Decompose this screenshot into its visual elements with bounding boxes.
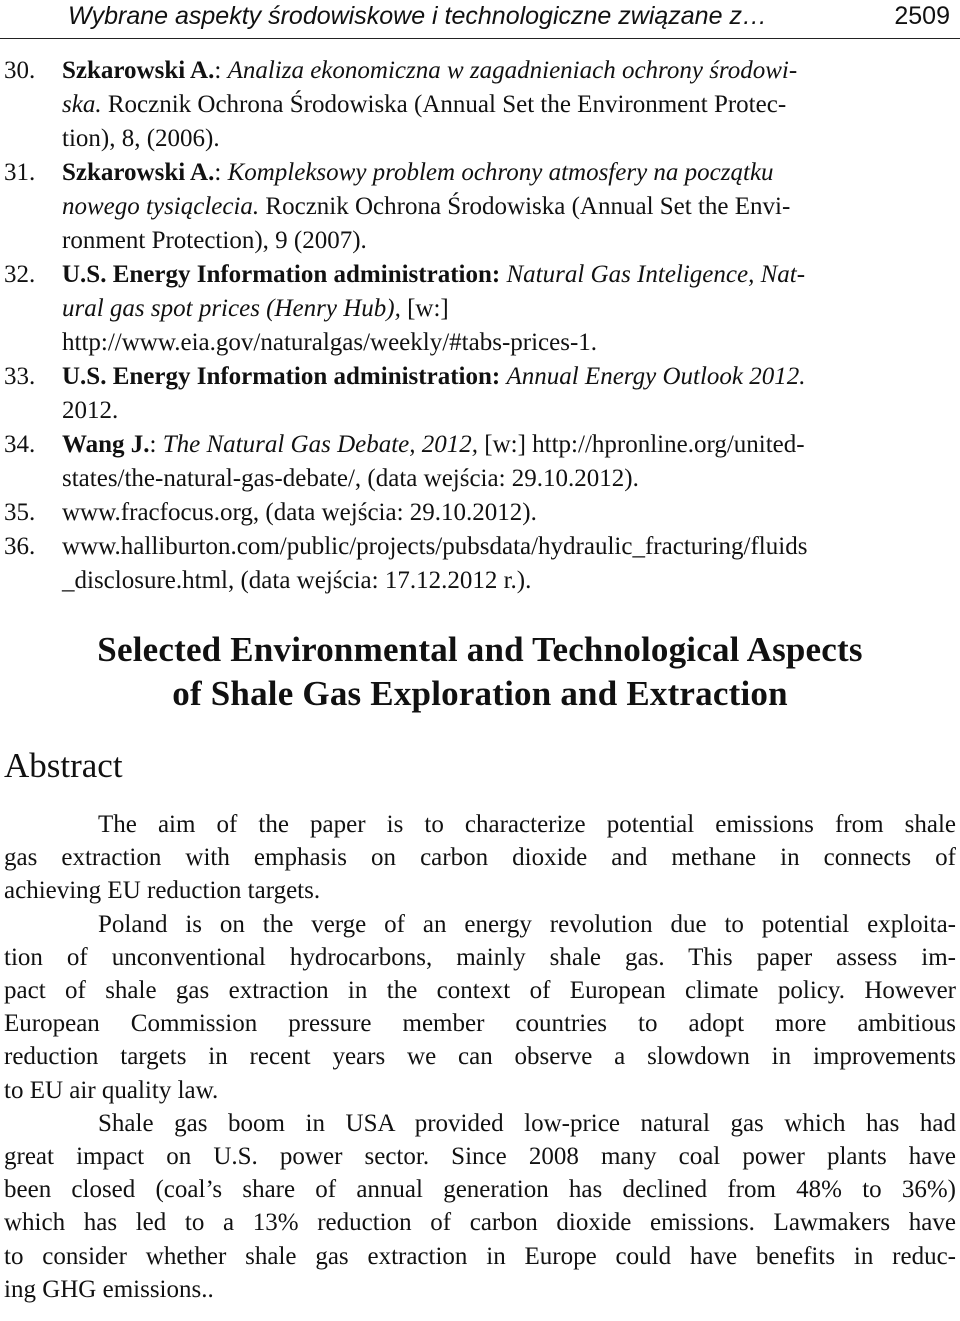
abstract-line: pact of shale gas extraction in the context of European climate policy. However	[4, 977, 956, 1005]
reference-number: 33.	[4, 363, 36, 390]
abstract-line: great impact on U.S. power sector. Since 2008 many coal power plants have	[4, 1143, 956, 1171]
abstract-line: European Commission pressure member countries to adopt more ambitious	[4, 1010, 956, 1038]
abstract-line: Poland is on the verge of an energy revolution due to potential exploita-	[98, 910, 956, 938]
reference-text: :	[214, 159, 228, 186]
reference-line	[62, 496, 960, 530]
abstract-paragraph	[4, 908, 956, 1107]
running-header	[0, 0, 960, 39]
reference-item	[0, 258, 960, 360]
abstract-line: to consider whether shale gas extraction in Europe could have benefits in reduc-	[4, 1242, 956, 1270]
reference-number: 35.	[4, 499, 36, 526]
reference-title: Annual Energy Outlook 2012.	[506, 363, 806, 390]
reference-text: _disclosure.html,	[62, 567, 235, 594]
reference-text: www.halliburton.com/public/projects/pubsdata/hydraulic_fracturing/fluids	[62, 533, 808, 560]
reference-line	[62, 156, 960, 190]
reference-line	[62, 224, 960, 258]
reference-line	[62, 258, 960, 292]
abstract-paragraph	[4, 1107, 956, 1306]
abstract-line: which has led to a 13% reduction of carbon dioxide emissions. Lawmakers have	[4, 1209, 956, 1237]
reference-title: ural gas spot prices (Henry Hub),	[62, 295, 401, 322]
reference-line	[62, 530, 960, 564]
reference-line	[62, 428, 960, 462]
reference-title: Natural Gas Inteligence, Nat-	[506, 261, 806, 288]
reference-author: U.S. Energy Information administration:	[62, 363, 501, 390]
reference-line	[62, 326, 960, 360]
reference-line	[62, 54, 960, 88]
reference-line	[62, 360, 960, 394]
reference-line	[62, 564, 960, 598]
reference-author: U.S. Energy Information administration:	[62, 261, 501, 288]
abstract-line: ing GHG emissions..	[4, 1275, 214, 1303]
reference-title: Analiza ekonomiczna w zagadnieniach ochrony środowi-	[227, 57, 798, 84]
abstract-line: gas extraction with emphasis on carbon dioxide and methane in connects of	[4, 844, 956, 872]
abstract-heading: Abstract	[4, 746, 123, 785]
reference-text: (data wejścia: 29.10.2012).	[259, 499, 537, 526]
reference-number: 32.	[4, 261, 36, 288]
reference-text: states/the-natural-gas-debate/, (data wejścia: 29.10.2012).	[62, 465, 639, 492]
reference-list	[0, 54, 960, 598]
abstract-paragraph	[4, 808, 956, 908]
reference-text: http://www.eia.gov/naturalgas/weekly/#tabs-prices-1.	[62, 329, 598, 356]
reference-text: 2012.	[62, 397, 119, 424]
reference-line	[62, 122, 960, 156]
reference-line	[62, 190, 960, 224]
paper-title-line-1: Selected Environmental and Technological Aspects	[97, 630, 863, 669]
reference-line	[62, 394, 960, 428]
reference-item	[0, 428, 960, 496]
page-number: 2509	[894, 2, 950, 30]
reference-number: 30.	[4, 57, 36, 84]
reference-title: Kompleksowy problem ochrony atmosfery na początku	[227, 159, 774, 186]
reference-author: Szkarowski A.	[62, 57, 215, 84]
reference-number: 34.	[4, 431, 36, 458]
reference-number: 31.	[4, 159, 36, 186]
abstract-line: reduction targets in recent years we can observe a slowdown in improvements	[4, 1043, 956, 1071]
abstract-line: achieving EU reduction targets.	[4, 877, 321, 905]
abstract-line: been closed (coal’s share of annual generation has declined from 48% to 36%)	[4, 1176, 956, 1204]
reference-text: (data wejścia: 17.12.2012 r.).	[234, 567, 532, 594]
reference-author: Szkarowski A.	[62, 159, 215, 186]
reference-text: :	[149, 431, 163, 458]
reference-number: 36.	[4, 533, 36, 560]
running-header-title: Wybrane aspekty środowiskowe i technologiczne związane z…	[68, 2, 767, 30]
abstract-body	[4, 808, 956, 1306]
reference-item	[0, 54, 960, 156]
reference-title: ska.	[62, 91, 102, 118]
reference-line	[62, 88, 960, 122]
reference-text: [w:]	[400, 295, 449, 322]
abstract-line: tion of unconventional hydrocarbons, mainly shale gas. This paper assess im-	[4, 943, 956, 971]
reference-item	[0, 530, 960, 598]
reference-title: nowego tysiąclecia.	[62, 193, 260, 220]
reference-text: www.fracfocus.org,	[62, 499, 260, 526]
reference-text: Rocznik Ochrona Środowiska (Annual Set the Envi-	[259, 193, 791, 220]
reference-author: Wang J.	[62, 431, 150, 458]
abstract-line: to EU air quality law.	[4, 1076, 219, 1104]
reference-text: tion), 8, (2006).	[62, 125, 220, 152]
reference-text: ronment Protection), 9 (2007).	[62, 227, 367, 254]
reference-text: Rocznik Ochrona Środowiska (Annual Set the Environment Protec-	[101, 91, 787, 118]
reference-text: [w:] http://hpronline.org/united-	[478, 431, 805, 458]
paper-title-line-2: of Shale Gas Exploration and Extraction	[172, 674, 788, 713]
paper-title	[0, 628, 960, 716]
reference-text: :	[214, 57, 228, 84]
reference-item	[0, 496, 960, 530]
reference-item	[0, 360, 960, 428]
abstract-line: Shale gas boom in USA provided low-price natural gas which has had	[98, 1109, 956, 1137]
reference-line	[62, 462, 960, 496]
reference-item	[0, 156, 960, 258]
reference-line	[62, 292, 960, 326]
reference-title: The Natural Gas Debate, 2012,	[162, 431, 479, 458]
abstract-line: The aim of the paper is to characterize potential emissions from shale	[98, 811, 956, 838]
